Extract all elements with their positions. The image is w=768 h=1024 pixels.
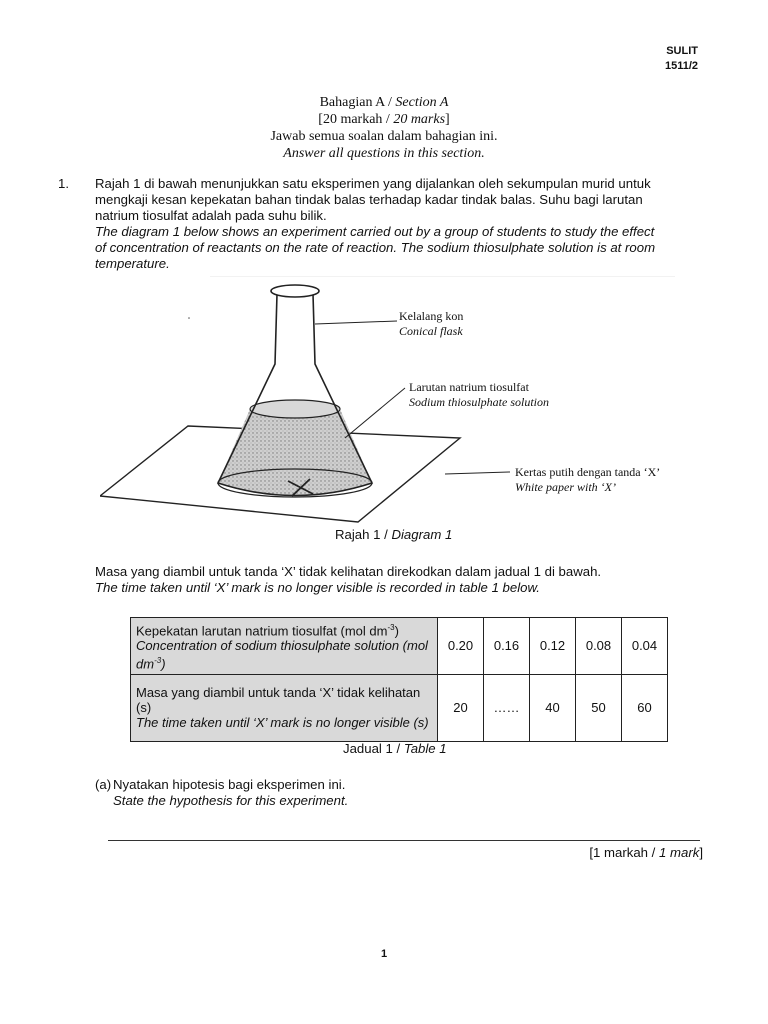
- page-number: 1: [380, 948, 388, 960]
- instruction-en: Answer all questions in this section.: [283, 146, 485, 161]
- answer-line[interactable]: [108, 840, 700, 841]
- instruction-ms: Jawab semua soalan dalam bahagian ini.: [270, 129, 498, 144]
- solution-leader-line: [345, 388, 405, 438]
- flask-label: Kelalang kon Conical flask: [399, 309, 464, 338]
- time-cell: 40: [530, 674, 576, 741]
- question-text: Rajah 1 di bawah menunjukkan satu eksperimen yang dijalankan oleh sekumpulan murid untuk mengkaji kesan kepekatan bahan tindak balas terhadap kadar tindak balas. Suhu bagi larutan natrium tiosulfat adalah pada suhu bilik. The diagram 1 below shows an experiment carried out by a group of students to study the effect of concentration of reactants on the rate of reaction. The sodium thiosulphate solution is at room temperature.: [95, 176, 656, 271]
- section-heading: [0, 94, 768, 162]
- time-cell: 20: [438, 674, 484, 741]
- diagram-caption: Rajah 1 / Diagram 1: [335, 527, 453, 542]
- concentration-cell: 0.12: [530, 618, 576, 675]
- part-a-marks: [1 markah / 1 mark]: [589, 845, 703, 860]
- paper-code: 1511/2: [664, 60, 698, 72]
- table-caption: Jadual 1 / Table 1: [343, 741, 447, 756]
- flask-leader-line: [315, 321, 397, 324]
- paper-leader-line: [445, 472, 510, 474]
- section-marks: [20 markah / 20 marks]: [318, 112, 450, 127]
- table-intro: Masa yang diambil untuk tanda ‘X’ tidak kelihatan direkodkan dalam jadual 1 di bawah. The time taken until ‘X’ mark is no longer visible is recorded in table 1 below.: [95, 564, 602, 595]
- time-cell-blank: ……: [484, 674, 530, 741]
- results-table: [130, 617, 668, 742]
- section-title: Bahagian A / Section A: [319, 95, 449, 110]
- concentration-cell: 0.08: [576, 618, 622, 675]
- concentration-cell: 0.20: [438, 618, 484, 675]
- table-row-concentration: [131, 618, 668, 675]
- solution-surface: [250, 400, 340, 418]
- concentration-header: Kepekatan larutan natrium tiosulfat (mol $dm^{-3}$) Concentration of sodium thiosulphate solution (mol $dm^{-3}$): [131, 618, 438, 675]
- question-number: 1.: [58, 176, 69, 191]
- part-a-label: (a): [95, 777, 112, 792]
- time-cell: 50: [576, 674, 622, 741]
- time-header: Masa yang diambil untuk tanda ‘X’ tidak kelihatan (s) The time taken until ‘X’ mark is no longer visible (s): [131, 674, 438, 741]
- header: [665, 44, 698, 74]
- flask-rim: [271, 285, 319, 297]
- table-row-time: [131, 674, 668, 741]
- concentration-cell: 0.16: [484, 618, 530, 675]
- time-cell: 60: [622, 674, 668, 741]
- classification-label: SULIT: [666, 45, 698, 57]
- part-a-question: Nyatakan hipotesis bagi eksperimen ini. State the hypothesis for this experiment.: [113, 777, 349, 808]
- speck: [188, 317, 190, 319]
- solution-label: Larutan natrium tiosulfat Sodium thiosulphate solution: [409, 380, 550, 409]
- paper-label: Kertas putih dengan tanda ‘X’ White paper with ‘X’: [515, 465, 661, 494]
- concentration-cell: 0.04: [622, 618, 668, 675]
- solution-fill: [218, 409, 372, 496]
